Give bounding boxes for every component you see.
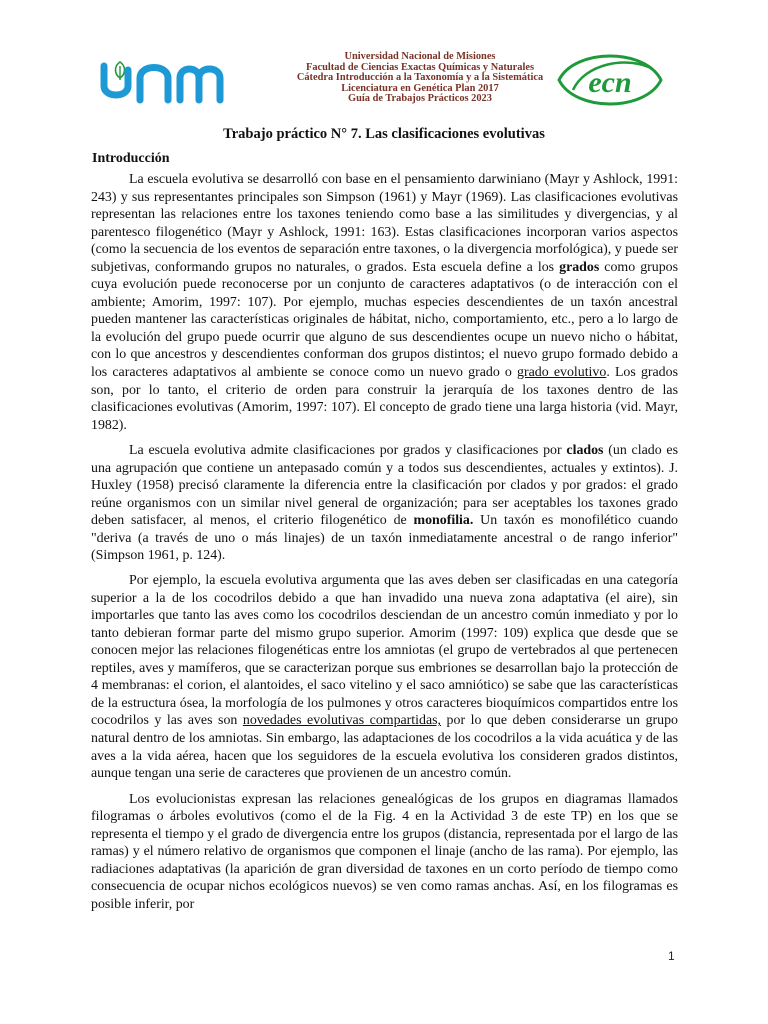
text-run: como grupos cuya evolución puede reconocerse por un conjunto de caracteres adaptativos (o de interacción con el ambiente; Amorim, 1997: 107). Por ejemplo, muchas especies descendientes de un taxón ancestral pueden mantener las características originales de hábitat, nicho, comportamiento, etc., pero a lo largo de la evolución del grupo puede ocurrir que alguno de sus descendientes ocupe un nuevo nicho o hábitat, con lo que ancestros y descendientes conforman dos grupos distintos; el nuevo grupo formado debido a los caracteres adaptativos al ambiente se conoce como un nuevo grado o: [91, 259, 679, 381]
term-grados: grados: [559, 259, 600, 275]
svg-text:ecn: ecn: [588, 66, 632, 99]
guide-name: Guía de Trabajos Prácticos 2023: [348, 93, 492, 105]
term-grado-evolutivo: grado evolutivo: [517, 365, 607, 381]
document-title: Trabajo práctico N° 7. Las clasificaciones evolutivas: [223, 126, 545, 142]
university-name: Universidad Nacional de Misiones: [344, 51, 496, 62]
paragraph-3: [91, 572, 678, 783]
text-run: Los evolucionistas expresan las relaciones genealógicas de los grupos en diagramas llamados filogramas o árboles evolutivos (como el de la Fig. 4 en la Actividad 3 de este TP) en los que se representa el tiempo y el grado de divergencia entre los grupos (distancia, representada por el largo de las ramas) y el número relativo de organismos que componen el linaje (ancho de las rama). Por ejemplo, las radiaciones adaptativas (la aparición de gran diversidad de taxones en un corto período de tiempo como consecuencia de ocupar nichos ecológicos nuevos) se ven como ramas anchas. Así, en los filogramas es posible inferir, por: [91, 791, 678, 912]
paragraph-1: [91, 171, 678, 434]
text-run: La escuela evolutiva se desarrolló con base en el pensamiento darwiniano (Mayr y Ashlock, 1991: 243) y sus representantes principales son Simpson (1961) y Mayr (1969). Las clasificaciones evolutivas representan las relaciones entre los taxones teniendo como base a las similitudes y divergencias, y al parentesco filogenético (Mayr y Ashlock, 1991: 163). Estas clasificaciones incorporan varios aspectos (como la secuencia de los eventos de separación entre taxones, o la divergencia morfológica), y puede ser subjetivas, conformando grupos no naturales, o grados. Esta escuela define a los: [91, 172, 678, 275]
term-monofilia: monofilia.: [413, 513, 474, 529]
term-novedades: novedades evolutivas compartidas,: [242, 713, 442, 729]
body-text: [91, 171, 678, 921]
text-run: La escuela evolutiva admite clasificaciones por grados y clasificaciones por: [129, 443, 567, 459]
paragraph-4: [91, 791, 678, 914]
institution-block: [270, 52, 570, 105]
degree-name: Licenciatura en Genética Plan 2017: [341, 82, 499, 94]
text-run: Por ejemplo, la escuela evolutiva argumenta que las aves deben ser clasificadas en una categoría superior a la de los cocodrilos debido a que han invadido una nueva zona adaptativa (el aire), sin importarles que tanto las aves como los cocodrilos desciendan de un ancestro común inmediato y por lo tanto debieran formar parte del mismo grupo superior. Amorim (1997: 109) explica que desde que se conocen mejor las relaciones filogenéticas entre los amniotas (el grupo de vertebrados al que pertenecen reptiles, aves y mamíferos, que se caracterizan porque sus embriones se desarrollan bajo la protección de 4 membranas: el corion, el alantoides, el saco vitelino y el saco amniótico) se sabe que las características de la estructura ósea, la morfología de los pulmones y otros caracteres bioquímicos compartidos entre los cocodrilos y las aves son: [91, 573, 678, 729]
page-number: 1: [668, 949, 675, 963]
ecn-logo: [555, 50, 665, 108]
text-run: (un clado es una agrupación que contiene un antepasado común y a todos sus descendientes, actuales y extintos). J. Huxley (1958) precisó claramente la diferencia entre la clasificación por clados y por grados: el grado reúne organismos con un similar nivel general de organización; para ser aceptables los taxones grado deben satisfacer, al menos, el criterio filogenético de: [91, 443, 678, 529]
term-clados: clados: [566, 443, 604, 459]
chair-name: Cátedra Introducción a la Taxonomía y a la Sistemática: [296, 72, 544, 84]
section-heading: Introducción: [92, 151, 170, 166]
page-header: [90, 50, 690, 120]
faculty-name: Facultad de Ciencias Exactas Químicas y Naturales: [305, 61, 534, 73]
text-run: . Los grados son, por lo tanto, el criterio de orden para construir la jerarquía de los taxones dentro de las clasificaciones evolutivas (Amorim, 1997: 107). El concepto de grado tiene una larga historia (vid. Mayr, 1982).: [91, 365, 678, 433]
text-run: Un taxón es monofilético cuando "deriva (a través de uno o más linajes) de un taxón inmediatamente ancestral o de rango inferior" (Simpson 1961, p. 124).: [91, 513, 678, 564]
unam-logo: [98, 56, 233, 104]
text-run: por lo que deben considerarse un grupo natural dentro de los amniotas. Sin embargo, las adaptaciones de los cocodrilos a la vida acuática y de las aves a la vida aérea, hacen que los seguidores de la escuela evolutiva los consideren grados distintos, aunque tengan una serie de caracteres que provienen de un ancestro común.: [91, 713, 678, 782]
paragraph-2: [91, 442, 678, 565]
